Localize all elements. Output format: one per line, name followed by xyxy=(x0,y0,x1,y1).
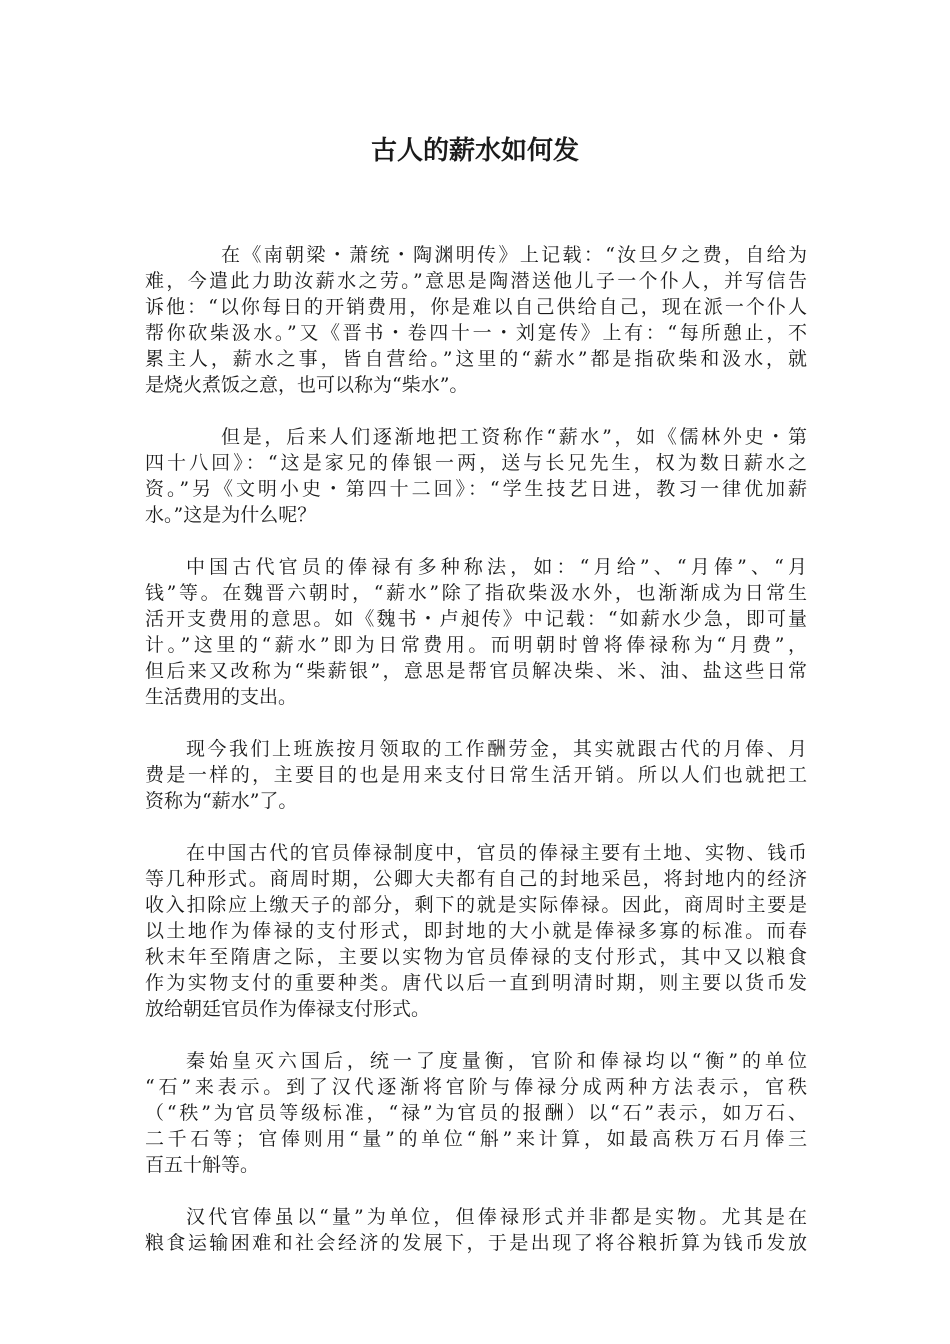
paragraph-line: 中国古代官员的俸禄有多种称法，如：“月给”、“月俸”、“月 xyxy=(186,556,807,578)
document-title: 古人的薪水如何发 xyxy=(370,136,579,166)
paragraph-line: 生活费用的支出。 xyxy=(145,686,298,708)
paragraph-line: 资称为“薪水”了。 xyxy=(145,790,298,812)
paragraph-line: 水。”这是为什么呢？ xyxy=(145,504,317,526)
paragraph-line: “石”来表示。到了汉代逐渐将官阶与俸禄分成两种方法表示，官秩 xyxy=(145,1076,807,1098)
paragraph-line: 在中国古代的官员俸禄制度中，官员的俸禄主要有土地、实物、钱币 xyxy=(186,842,807,864)
paragraph xyxy=(145,424,807,528)
paragraph-line: 钱”等。在魏晋六朝时，“薪水”除了指砍柴汲水外，也渐渐成为日常生 xyxy=(145,582,807,604)
paragraph-line: 二千石等；官俸则用“量”的单位“斛”来计算，如最高秩万石月俸三 xyxy=(145,1128,807,1150)
paragraph-line: 但后来又改称为“柴薪银”，意思是帮官员解决柴、米、油、盐这些日常 xyxy=(145,660,807,682)
paragraph xyxy=(145,554,807,710)
paragraph-line: 计。”这里的“薪水”即为日常费用。而明朝时曾将俸禄称为“月费”， xyxy=(145,634,807,656)
paragraph-line: 以土地作为俸禄的支付形式，即封地的大小就是俸禄多寡的标准。而春 xyxy=(145,920,807,942)
paragraph-line: 诉他：“以你每日的开销费用，你是难以自己供给自己，现在派一个仆人 xyxy=(145,296,807,318)
paragraph-line: 秦始皇灭六国后，统一了度量衡，官阶和俸禄均以“衡”的单位 xyxy=(186,1050,807,1072)
paragraph-line: 但是，后来人们逐渐地把工资称作“薪水”，如《儒林外史・第 xyxy=(221,426,807,448)
paragraph-line: 费是一样的，主要目的也是用来支付日常生活开销。所以人们也就把工 xyxy=(145,764,807,786)
paragraph xyxy=(145,242,807,398)
paragraph xyxy=(145,1204,807,1256)
paragraph-line: 是烧火煮饭之意，也可以称为“柴水”。 xyxy=(145,374,469,396)
paragraph-line: （“秩”为官员等级标准，“禄”为官员的报酬）以“石”表示，如万石、 xyxy=(145,1102,807,1124)
paragraph-line: 现今我们上班族按月领取的工作酬劳金，其实就跟古代的月俸、月 xyxy=(186,738,807,760)
paragraph-line: 秋末年至隋唐之际，主要以实物为官员俸禄的支付形式，其中又以粮食 xyxy=(145,946,807,968)
paragraph-line: 在《南朝梁・萧统・陶渊明传》上记载：“汝旦夕之费，自给为 xyxy=(221,244,807,266)
paragraph-line: 活开支费用的意思。如《魏书・卢昶传》中记载：“如薪水少急，即可量 xyxy=(145,608,807,630)
paragraph-line: 四十八回》：“这是家兄的俸银一两，送与长兄先生，权为数日薪水之 xyxy=(145,452,807,474)
paragraph-line: 粮食运输困难和社会经济的发展下，于是出现了将谷粮折算为钱币发放 xyxy=(145,1232,807,1254)
paragraph-line: 资。”另《文明小史・第四十二回》：“学生技艺日进，教习一律优加薪 xyxy=(145,478,807,500)
paragraph-line: 帮你砍柴汲水。”又《晋书・卷四十一・刘寔传》上有：“每所憩止，不 xyxy=(145,322,807,344)
paragraph xyxy=(145,840,807,1022)
document-body xyxy=(145,242,807,1256)
paragraph-line: 作为实物支付的重要种类。唐代以后一直到明清时期，则主要以货币发 xyxy=(145,972,807,994)
paragraph-line: 汉代官俸虽以“量”为单位，但俸禄形式并非都是实物。尤其是在 xyxy=(186,1206,807,1228)
paragraph-line: 累主人，薪水之事，皆自营给。”这里的“薪水”都是指砍柴和汲水，就 xyxy=(145,348,807,370)
paragraph-line: 收入扣除应上缴天子的部分，剩下的就是实际俸禄。因此，商周时主要是 xyxy=(145,894,807,916)
paragraph-line: 难，今遣此力助汝薪水之劳。”意思是陶潜送他儿子一个仆人，并写信告 xyxy=(145,270,807,292)
paragraph xyxy=(145,1048,807,1178)
paragraph-line: 百五十斛等。 xyxy=(145,1154,260,1176)
paragraph xyxy=(145,736,807,814)
paragraph-line: 等几种形式。商周时期，公卿大夫都有自己的封地采邑，将封地内的经济 xyxy=(145,868,807,890)
paragraph-line: 放给朝廷官员作为俸禄支付形式。 xyxy=(145,998,431,1020)
